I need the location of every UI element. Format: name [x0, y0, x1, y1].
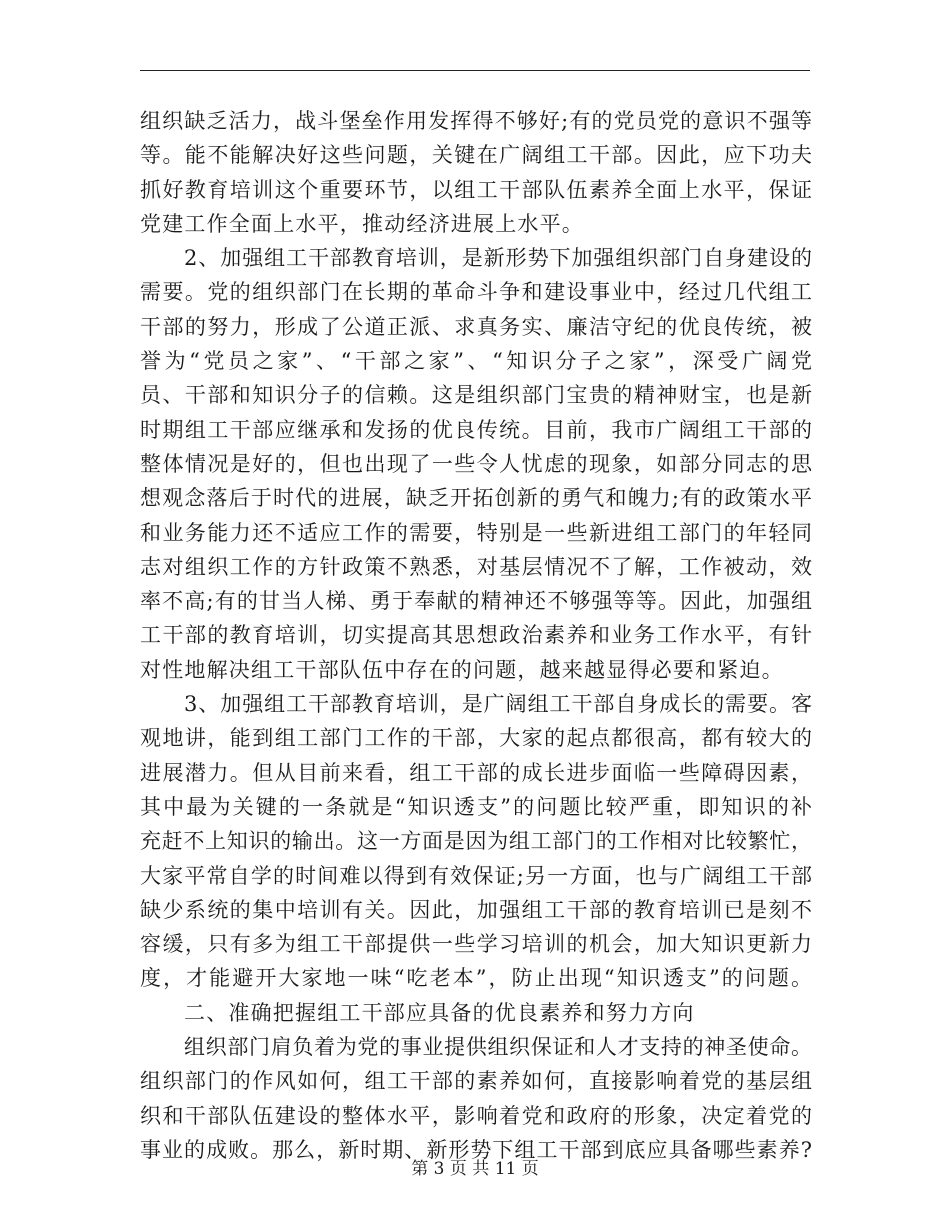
- text-line: 组织部门肩负着为党的事业提供组织保证和人才支持的神圣使命。: [184, 1035, 812, 1060]
- text-line: 度，才能避开大家地一味“吃老本”，防止出现“知识透支”的问题。: [140, 966, 812, 991]
- text-line: 党建工作全面上水平，推动经济进展上水平。: [140, 211, 584, 236]
- text-line: 整体情况是好的，但也出现了一些令人忧虑的现象，如部分同志的思: [140, 451, 812, 476]
- text-line: 2、加强组工干部教育培训，是新形势下加强组织部门自身建设的: [184, 246, 812, 271]
- header-rule: [140, 70, 810, 71]
- text-line: 观地讲，能到组工部门工作的干部，大家的起点都很高，都有较大的: [140, 726, 812, 751]
- page-number-footer: 第 3 页 共 11 页: [411, 1159, 539, 1179]
- text-line: 二、准确把握组工干部应具备的优良素养和努力方向: [184, 1000, 695, 1025]
- text-line: 3、加强组工干部教育培训，是广阔组工干部自身成长的需要。客: [184, 692, 812, 717]
- text-line: 进展潜力。但从目前来看，组工干部的成长进步面临一些障碍因素，: [140, 760, 812, 785]
- text-line: 员、干部和知识分子的信赖。这是组织部门宝贵的精神财宝，也是新: [140, 383, 812, 408]
- text-line: 对性地解决组工干部队伍中存在的问题，越来越显得必要和紧迫。: [140, 657, 784, 682]
- text-line: 志对组织工作的方针政策不熟悉，对基层情况不了解，工作被动，效: [140, 554, 812, 579]
- text-line: 容缓，只有多为组工干部提供一些学习培训的机会，加大知识更新力: [140, 932, 812, 957]
- text-line: 和业务能力还不适应工作的需要，特别是一些新进组工部门的年轻同: [140, 520, 812, 545]
- text-line: 大家平常自学的时间难以得到有效保证;另一方面，也与广阔组工干部: [140, 863, 812, 888]
- text-line: 充赶不上知识的输出。这一方面是因为组工部门的工作相对比较繁忙，: [140, 829, 812, 854]
- text-line: 率不高;有的甘当人梯、勇于奉献的精神还不够强等等。因此，加强组: [140, 589, 812, 614]
- text-line: 其中最为关键的一条就是“知识透支”的问题比较严重，即知识的补: [140, 794, 812, 819]
- text-line: 缺少系统的集中培训有关。因此，加强组工干部的教育培训已是刻不: [140, 897, 812, 922]
- text-line: 事业的成败。那么，新时期、新形势下组工干部到底应具备哪些素养?: [140, 1137, 812, 1162]
- text-line: 组织缺乏活力，战斗堡垒作用发挥得不够好;有的党员党的意识不强等: [140, 109, 812, 133]
- text-line: 工干部的教育培训，切实提高其思想政治素养和业务工作水平，有针: [140, 623, 812, 648]
- text-line: 抓好教育培训这个重要环节，以组工干部队伍素养全面上水平，保证: [140, 177, 812, 202]
- document-body: [140, 104, 812, 1167]
- text-line: 想观念落后于时代的进展，缺乏开拓创新的勇气和魄力;有的政策水平: [140, 486, 812, 511]
- text-line: 需要。党的组织部门在长期的革命斗争和建设事业中，经过几代组工: [140, 280, 812, 305]
- text-line: 誉为“党员之家”、“干部之家”、“知识分子之家”，深受广阔党: [140, 349, 812, 374]
- text-line: 时期组工干部应继承和发扬的优良传统。目前，我市广阔组工干部的: [140, 417, 812, 442]
- text-line: 等。能不能解决好这些问题，关键在广阔组工干部。因此，应下功夫: [140, 143, 812, 168]
- text-line: 组织部门的作风如何，组工干部的素养如何，直接影响着党的基层组: [140, 1069, 812, 1094]
- text-line: 织和干部队伍建设的整体水平，影响着党和政府的形象，决定着党的: [140, 1103, 812, 1128]
- text-line: 干部的努力，形成了公道正派、求真务实、廉洁守纪的优良传统，被: [140, 314, 812, 339]
